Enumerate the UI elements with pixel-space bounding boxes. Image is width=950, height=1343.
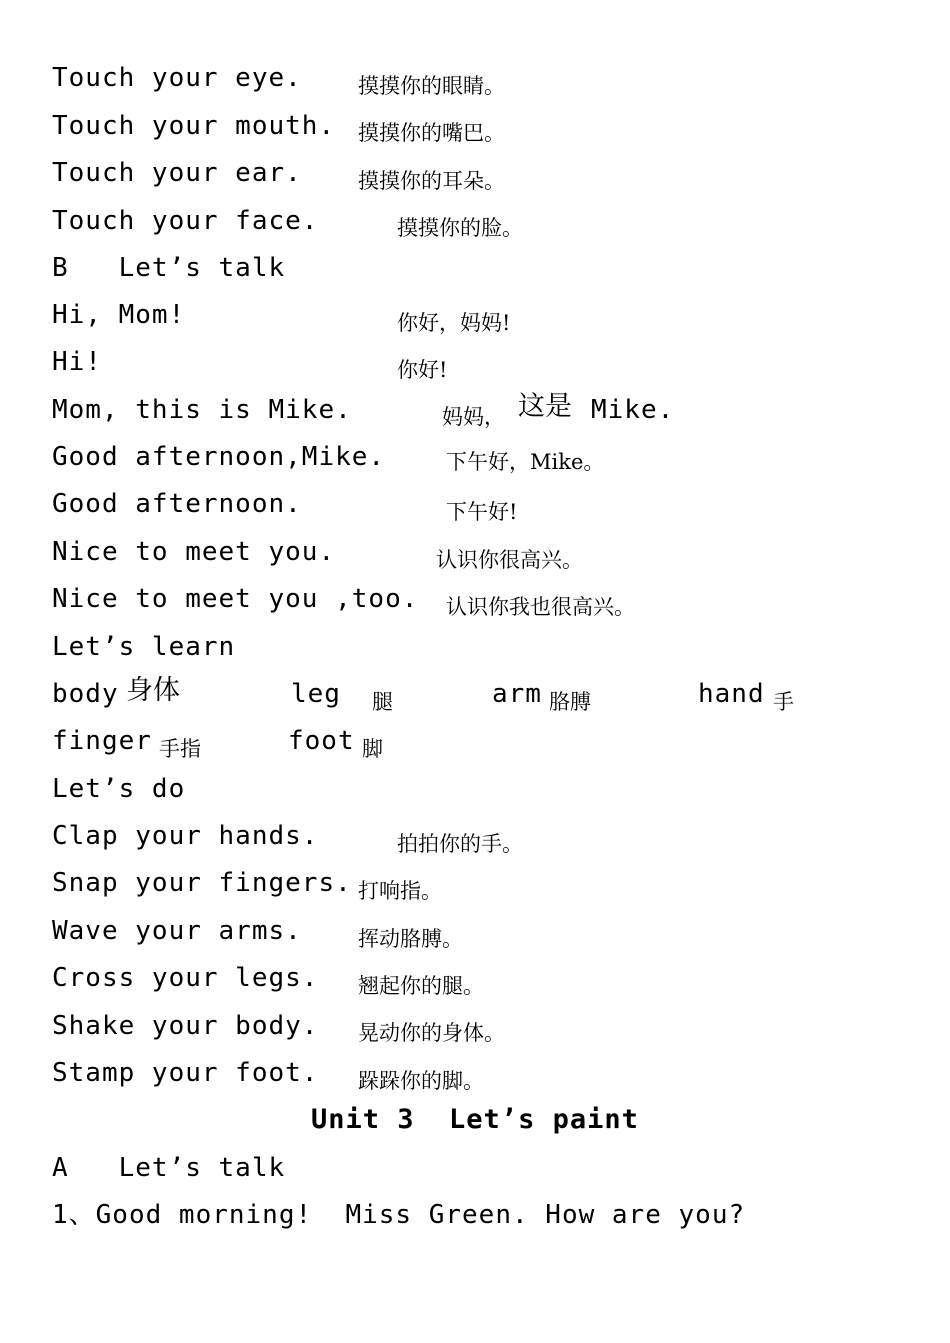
vocab-word-zh: 腿 [372, 690, 393, 714]
do-line-en: Wave your arms. [52, 916, 302, 946]
talk-b-line-zh-big: 这是 [518, 391, 572, 422]
do-line-en: Stamp your foot. [52, 1058, 319, 1088]
talk-b-line-en: Nice to meet you ,too. [52, 584, 419, 614]
talk-b-line-zh: 妈妈， [442, 405, 505, 429]
touch-eye-zh: 摸摸你的眼睛。 [358, 74, 505, 98]
touch-eye-en: Touch your eye. [52, 63, 302, 93]
touch-ear-en: Touch your ear. [52, 158, 302, 188]
vocab-word-en: arm [492, 679, 542, 709]
do-line-en: Clap your hands. [52, 821, 319, 851]
vocab-word-en: finger [52, 726, 152, 756]
do-line-en: Cross your legs. [52, 963, 319, 993]
talk-b-line-zh: 认识你很高兴。 [436, 548, 583, 572]
lets-learn-heading: Let’s learn [52, 632, 236, 662]
do-line-en: Shake your body. [52, 1011, 319, 1041]
talk-b-line-zh: 你好，妈妈! [397, 311, 511, 335]
do-line-zh: 跺跺你的脚。 [358, 1069, 484, 1093]
talk-b-line-zh: 下午好! [446, 500, 518, 524]
vocab-word-en: foot [288, 726, 355, 756]
do-line-zh: 拍拍你的手。 [397, 832, 523, 856]
touch-face-en: Touch your face. [52, 206, 319, 236]
talk-a-line: 1、Good morning! Miss Green. How are you? [52, 1200, 746, 1230]
unit-title: Unit 3 Let’s paint [311, 1104, 639, 1135]
touch-mouth-zh: 摸摸你的嘴巴。 [358, 121, 505, 145]
talk-b-line-zh: 你好! [397, 358, 448, 382]
vocab-word-en: hand [698, 679, 765, 709]
vocab-word-zh: 手 [773, 690, 794, 714]
touch-face-zh: 摸摸你的脸。 [397, 216, 523, 240]
talk-b-line-en: Hi! [52, 347, 102, 377]
talk-b-line-en: Good afternoon,Mike. [52, 442, 386, 472]
vocab-word-zh: 胳膊 [549, 690, 591, 714]
vocab-word-en: body [52, 679, 119, 709]
vocab-word-zh: 手指 [159, 737, 201, 761]
do-line-zh: 晃动你的身体。 [358, 1021, 505, 1045]
do-line-zh: 挥动胳膊。 [358, 927, 463, 951]
vocab-word-zh: 脚 [362, 737, 383, 761]
do-line-en: Snap your fingers. [52, 868, 352, 898]
do-line-zh: 翘起你的腿。 [358, 974, 484, 998]
do-line-zh: 打响指。 [358, 879, 442, 903]
vocab-word-zh: 身体 [126, 675, 180, 706]
talk-b-line-en: Good afternoon. [52, 489, 302, 519]
touch-ear-zh: 摸摸你的耳朵。 [358, 169, 505, 193]
talk-b-line-en: Hi, Mom! [52, 300, 186, 330]
touch-mouth-en: Touch your mouth. [52, 111, 336, 141]
vocab-word-en: leg [291, 679, 341, 709]
talk-b-line-name: Mike. [591, 395, 675, 425]
section-b-talk-heading: B Let’s talk [52, 253, 286, 283]
talk-b-line-zh: 认识你我也很高兴。 [446, 595, 635, 619]
section-a-talk-heading: A Let’s talk [52, 1153, 286, 1183]
talk-b-line-en: Nice to meet you. [52, 537, 336, 567]
talk-b-line-en: Mom, this is Mike. [52, 395, 352, 425]
lets-do-heading: Let’s do [52, 774, 186, 804]
talk-b-line-zh: 下午好，Mike。 [446, 450, 605, 474]
